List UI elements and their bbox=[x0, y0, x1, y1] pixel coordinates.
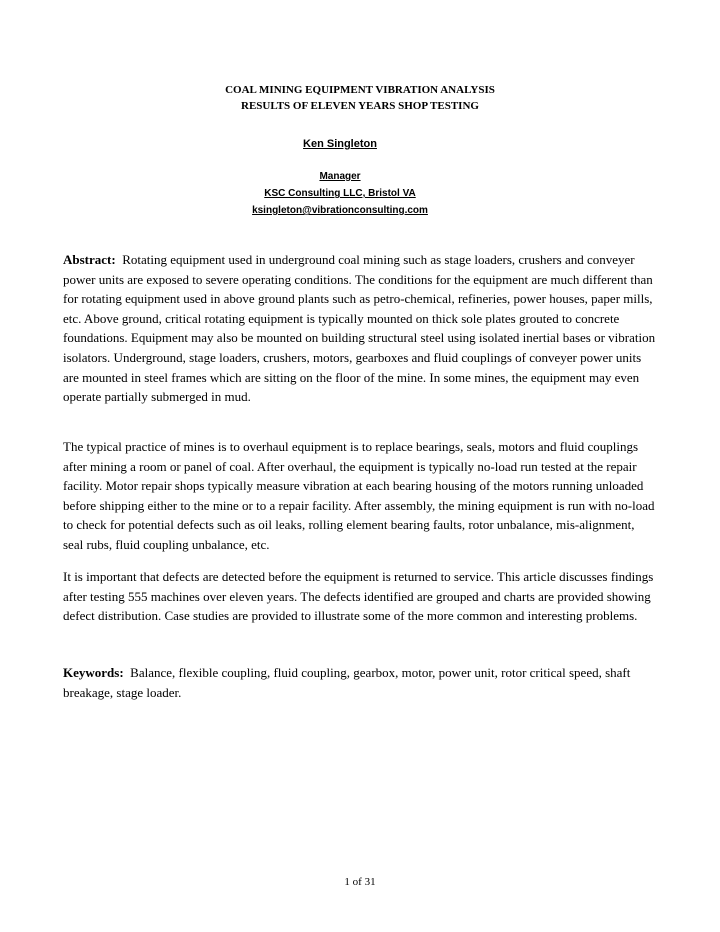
body-paragraph-3: It is important that defects are detected before the equipment is returned to service. This article discusses findings after testing 555 machines over eleven years. The defects identified are grouped and charts are provided showing defect distribution. Case studies are provided to illustrate some of the more common and interesting problems. bbox=[63, 569, 654, 624]
author-name: Ken Singleton bbox=[303, 138, 377, 150]
author-role: Manager bbox=[319, 171, 361, 182]
author-email: ksingleton@vibrationconsulting.com bbox=[252, 205, 428, 216]
abstract-paragraph bbox=[63, 250, 657, 407]
body-paragraph-2: The typical practice of mines is to overhaul equipment is to replace bearings, seals, motors and fluid couplings after mining a room or panel of coal. After overhaul, the equipment is typically no-load run tested at the repair facility. Motor repair shops typically measure vibration at each bearing housing of the motors running unloaded before shipping either to the mine or to a repair facility. After assembly, the mining equipment is run with no-load to check for potential defects such as oil leaks, rolling element bearing faults, rotor unbalance, mis-alignment, seal rubs, fluid coupling unbalance, etc. bbox=[63, 439, 655, 552]
author-company: KSC Consulting LLC, Bristol VA bbox=[264, 188, 416, 199]
keywords-text: Balance, flexible coupling, fluid coupling, gearbox, motor, power unit, rotor critical speed, shaft breakage, stage loader. bbox=[63, 665, 631, 700]
keywords-label: Keywords: bbox=[63, 665, 124, 680]
title-line-1: COAL MINING EQUIPMENT VIBRATION ANALYSIS bbox=[225, 84, 495, 96]
abstract-text: Rotating equipment used in underground coal mining such as stage loaders, crushers and conveyer power units are exposed to severe operating conditions. The conditions for the equipment are much different than for rotating equipment used in above ground plants such as petro-chemical, refineries, power houses, paper mills, etc. Above ground, critical rotating equipment is typically mounted on thick sole plates grouted to concrete foundations. Equipment may also be mounted on building structural steel using isolated inertial bases or vibration isolators. Underground, stage loaders, crushers, motors, gearboxes and fluid couplings of conveyer power units are mounted in steel frames which are sitting on the floor of the mine. In some mines, the equipment may even operate partially submerged in mud. bbox=[63, 252, 656, 405]
abstract-label: Abstract: bbox=[63, 252, 116, 267]
title-line-2: RESULTS OF ELEVEN YEARS SHOP TESTING bbox=[241, 100, 479, 112]
keywords-paragraph bbox=[63, 663, 657, 702]
page-number: 1 of 31 bbox=[344, 876, 376, 888]
